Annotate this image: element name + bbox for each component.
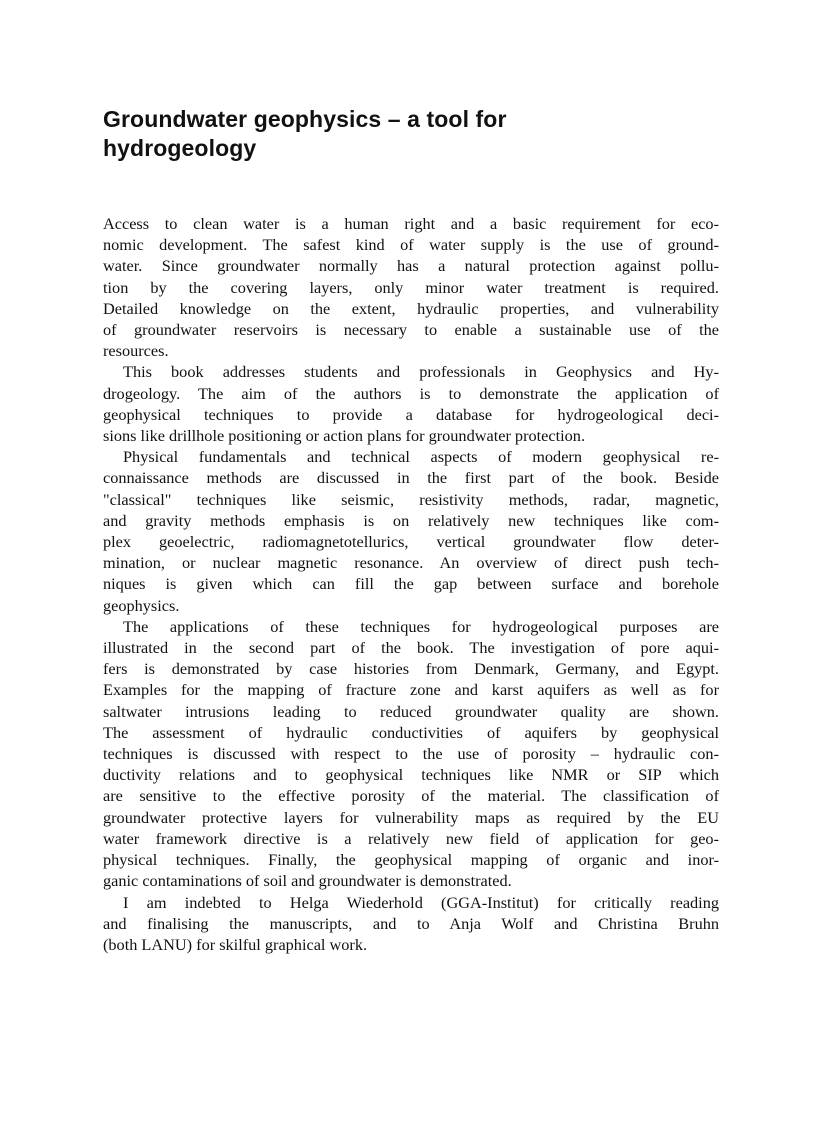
text-line: connaissance methods are discussed in the first part of the book. Beside (103, 468, 719, 488)
text-line: water. Since groundwater normally has a natural protection against pollu- (103, 256, 719, 276)
text-line: tion by the covering layers, only minor water treatment is required. (103, 277, 719, 297)
text-line: Physical fundamentals and technical aspects of modern geophysical re- (123, 447, 719, 467)
text-line: and finalising the manuscripts, and to Anja Wolf and Christina Bruhn (103, 913, 719, 933)
text-line: niques is given which can fill the gap between surface and borehole (103, 574, 719, 594)
paragraph-physical-fundamentals (103, 446, 719, 616)
text-line: geophysics. (103, 595, 180, 615)
text-line: sions like drillhole positioning or action plans for groundwater protection. (103, 426, 586, 446)
paragraph-acknowledgements (103, 892, 719, 956)
text-line: (both LANU) for skilful graphical work. (103, 934, 368, 954)
text-line: geophysical techniques to provide a database for hydrogeological deci- (103, 404, 719, 424)
text-line: fers is demonstrated by case histories from Denmark, Germany, and Egypt. (103, 659, 719, 679)
text-line: The applications of these techniques for hydrogeological purposes are (123, 616, 719, 636)
body-text (103, 213, 719, 955)
text-line: techniques is discussed with respect to the use of porosity – hydraulic con- (103, 744, 719, 764)
text-line: are sensitive to the effective porosity of the material. The classification of (103, 786, 719, 806)
text-line: and gravity methods emphasis is on relatively new techniques like com- (103, 510, 719, 530)
text-line: resources. (103, 341, 169, 361)
page (103, 105, 719, 955)
text-line: physical techniques. Finally, the geophysical mapping of organic and inor- (103, 850, 719, 870)
text-line: mination, or nuclear magnetic resonance. An overview of direct push tech- (103, 553, 719, 573)
text-line: ganic contaminations of soil and groundwater is demonstrated. (103, 871, 512, 891)
paragraph-access-to-clean-water (103, 213, 719, 361)
text-line: groundwater protective layers for vulnerability maps as required by the EU (103, 807, 719, 827)
text-line: Detailed knowledge on the extent, hydraulic properties, and vulnerability (103, 298, 719, 318)
text-line: ductivity relations and to geophysical techniques like NMR or SIP which (103, 765, 719, 785)
text-line: I am indebted to Helga Wiederhold (GGA-Institut) for critically reading (123, 892, 719, 912)
text-line: water framework directive is a relatively new field of application for geo- (103, 828, 719, 848)
text-line: of groundwater reservoirs is necessary to enable a sustainable use of the (103, 320, 719, 340)
text-line: saltwater intrusions leading to reduced groundwater quality are shown. (103, 701, 719, 721)
text-line: illustrated in the second part of the book. The investigation of pore aqui- (103, 638, 719, 658)
text-line: nomic development. The safest kind of water supply is the use of ground- (103, 235, 719, 255)
text-line: Access to clean water is a human right and a basic requirement for eco- (103, 214, 719, 233)
text-line: The assessment of hydraulic conductivities of aquifers by geophysical (103, 722, 719, 742)
paragraph-applications (103, 616, 719, 892)
chapter-title-line-1: Groundwater geophysics – a tool for (103, 106, 507, 132)
text-line: plex geoelectric, radiomagnetotellurics, vertical groundwater flow deter- (103, 532, 719, 552)
text-line: Examples for the mapping of fracture zone and karst aquifers as well as for (103, 680, 719, 700)
paragraph-book-audience (103, 361, 719, 446)
text-line: This book addresses students and professionals in Geophysics and Hy- (123, 362, 719, 382)
chapter-title (103, 105, 719, 163)
chapter-title-line-2: hydrogeology (103, 135, 257, 161)
text-line: "classical" techniques like seismic, resistivity methods, radar, magnetic, (103, 489, 719, 509)
text-line: drogeology. The aim of the authors is to demonstrate the application of (103, 383, 719, 403)
